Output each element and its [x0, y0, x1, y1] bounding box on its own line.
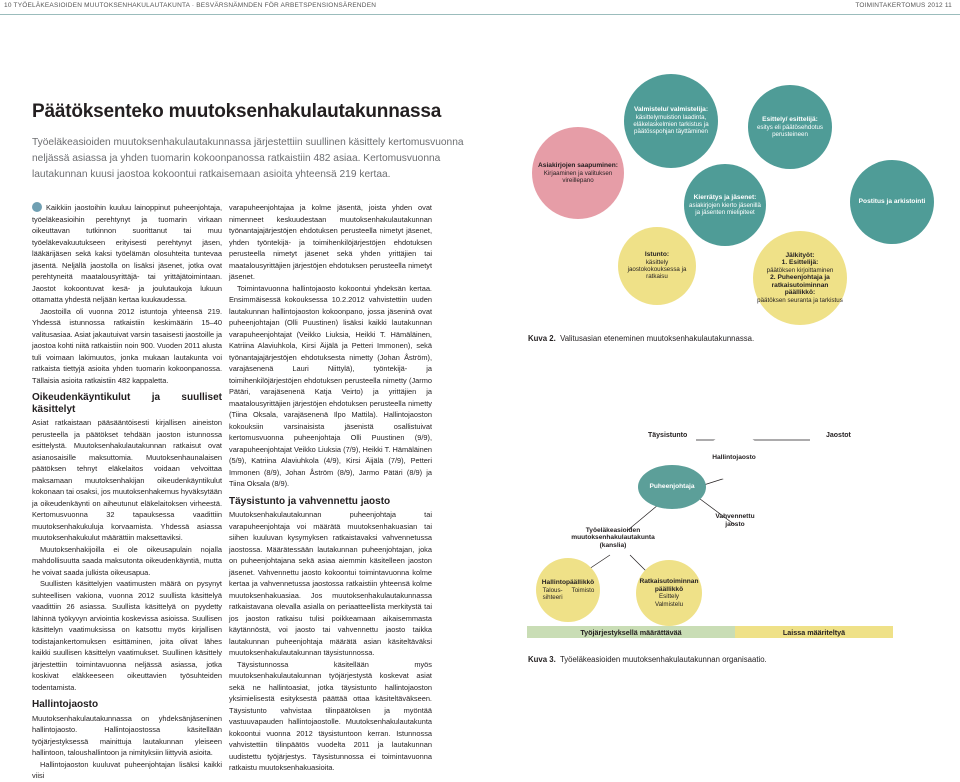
- caption-text: Valitusasian eteneminen muutoksenhakulautakunnassa.: [560, 334, 755, 343]
- org-administrative-section: [700, 436, 768, 480]
- legend-bar-rules: [527, 626, 735, 638]
- paragraph: Toimintavuonna hallintojaosto kokoontui yhdeksän kertaa. Ensimmäisessä kokouksessa 10.2.2012 vahvistettiin uuden lautakunnan hallintojaoston kokoonpano, jossa jäseninä ovat puheenjohtajan (Olli Puustinen) lisäksi kaikki lautakunnan varapuheenjohtajat (Veikko Liuksia, Heikki T. Hämäläinen, Katriina Alaviuhkola, Kirsi Äijälä ja Petteri Immonen), sekä työnantajajärjestöjen ehdotuksesta nimetty (Johan Åström), varajäsenenä Lauri Niittylä), työntekijä- ja toimihenkilöjärjestöjen ehdotuksen perusteella nimetty (Jarmo Pätäri, varajäsenenä Katja Veirto) ja yrittäjien ja maatalousyrittäjien järjestöjen ehdotuksen perusteella nimetty (Tiina Oksala, varajäsenenä Ilpo Mattila). Hallintojaoston kokouksiin varsinaisista jäsenistä osallistuivat kertomusvuonna puheenjohtaja Olli Puustinen (9/9), varapuheenjohtajat Veikko Liuksia (7/9), Heikki T. Hämäläinen (5/9), Katriina Alaviuhkola (4/9), Kirsi Äijälä (7/9), Petteri Immonen (8/9), Johan Åström (8/9), Jarmo Pätäri (8/9) ja Tiina Oksala (8/9).: [229, 283, 432, 488]
- figure-2-caption: [528, 334, 754, 343]
- org-enlarged-section: [705, 500, 765, 542]
- org-sub-label: Toimisto: [571, 586, 595, 594]
- org-full-session: Täysistunto: [648, 432, 688, 439]
- circle-subtitle: 2. Puheenjohtaja ja ratkaisutoiminnan päällikkö:: [770, 274, 830, 297]
- org-label: Hallintojaosto: [712, 454, 756, 462]
- org-chairman: [638, 465, 706, 509]
- circle-subtitle: 1. Esittelijä:: [781, 259, 819, 267]
- running-header-left: 10 TYÖELÄKEASIOIDEN MUUTOKSENHAKULAUTAKUNTA · BESVÄRSNÄMNDEN FÖR ARBETSPENSIONSÄRENDEN: [4, 2, 377, 9]
- org-label: Vahvennettu jaosto: [715, 513, 755, 528]
- caption-text: Työeläkeasioiden muutoksenhakulautakunnan organisaatio.: [559, 655, 767, 664]
- circle-title: Valmistelu/ valmistelija:: [633, 106, 709, 114]
- process-circle-followup: [753, 231, 847, 325]
- org-label: Ratkaisutoiminnan päällikkö: [639, 578, 699, 593]
- circle-body: Kirjaaminen ja valituksen vireillepano: [543, 169, 613, 184]
- page-title: Päätöksenteko muutoksenhakulautakunnassa: [32, 101, 442, 122]
- paragraph: varapuheenjohtajaa ja kolme jäsentä, joista yhden ovat nimenneet keskuudestaan muutoksenhakulautakunnan työnantajajärjestöjen ehdotuksen perusteella nimetyt jäsenet, yhden työntekijä- ja toimihenkilöjärjestöjen ehdotuksen perusteella nimetyt jäsenet sekä yhden yrittäjien tai maatalousyrittäjien järjestöjen ehdotuksen perusteella nimetyt jäsenet.: [229, 203, 432, 281]
- process-circle-presentation: [748, 85, 832, 169]
- section-heading: Täysistunto ja vahvennettu jaosto: [229, 495, 391, 507]
- paragraph: Asiat ratkaistaan pääsääntöisesti kirjallisen aineiston perusteella ja päätökset tehdään jaoston istunnossa esittelystä. Muutoksenhakulautakunnan ratkaisut ovat asianosaisille maksuttomia. Muutoksenhaunalaisen päätöksen tehnyt eläkelaitos voidaan velvoittaa maksamaan muutoksenhakijan oikeudenkäyntikulut kokonaan tai osaksi, jos muutoksenhakemus hyväksytään ja oikeudenkäynti on aiheutunut eläkelaitoksen virheestä. Kertomusvuonna 32 tapauksessa vaadittiin muutoksenhakukuluja korvaamista. Yhdessä asiassa muutoksenhakukulut määrättiin maksettaviksi.: [32, 418, 222, 542]
- caption-label: Kuva 2.: [528, 334, 556, 343]
- figure-3-caption: [528, 655, 767, 664]
- paragraph: Hallintojaoston kuuluvat puheenjohtajan lisäksi kaikki viisi: [32, 759, 222, 780]
- org-label: Hallintopäällikkö: [541, 579, 595, 586]
- header-rule: [0, 14, 960, 15]
- column-2: [229, 202, 432, 774]
- legend-bar-law: [735, 626, 893, 638]
- process-circle-circulation: [684, 164, 766, 246]
- org-admin-manager: [536, 558, 600, 622]
- circle-title: Postitus ja arkistointi: [858, 198, 926, 206]
- column-1: [32, 202, 222, 782]
- paragraph: Täysistunnossa käsitellään myös muutoksenhakulautakunnan työjärjestystä koskevat asiat sekä ne hallintoasiat, jotka täysistunto hallintojaoston yksimielisestä esityksestä päättää ottaa käsiteltäväkseen. Täysistunto vahvistaa tilinpäätöksen ja myöntää vastuuvapauden hallintojaostolle. Muutoksenhakulautakunta kokoontui vuonna 2012 täysistuntoon kerran. Istunnossa vahvistettiin tilinpäätös vuodelta 2011 ja lautakunnan uudistettu työjärjestys. Täysistunnossa ei toimintavuonna ratkaistu muutoksenhakuasioita.: [229, 659, 432, 772]
- org-sub-units: [542, 587, 595, 601]
- circle-title: Asiakirjojen saapuminen:: [538, 162, 618, 169]
- circle-body: päätöksen seuranta ja tarkistus: [757, 296, 843, 304]
- org-resolution-manager: [636, 560, 702, 626]
- legend-label: Laissa määriteltyä: [782, 627, 846, 637]
- paragraph: Suullisten käsittelyjen vaatimusten määrä on pysynyt suhteellisen vakiona, vuonna 2012 suullista käsittelyä vaadittiin 26 asiassa. Suullista käsittelyä on pyydetty lähinnä työkyvyn arviointia koskevissa asioissa. Suullisen käsittelyn vaatimuksissa on katsottu myös kirjallisen todistajankertomuksen esittäminen, joita olivat lähes kaikki suullisen käsittelyn vaatimukset. Suullinen käsittely järjestettiin toimintavuonna neljässä asiassa, jotka koskivat eläkkeeseen oikeuttavien työsuhteiden todentamista.: [32, 579, 222, 692]
- circle-title: Esittely/ esittelijä:: [762, 116, 818, 123]
- circle-body: esitys eli päätösehdotus perusteineen: [756, 123, 824, 138]
- org-sub-label: Esittely: [659, 593, 679, 601]
- org-label: Työeläkeasioiden muutoksenhakulautakunta (kanslia): [571, 526, 655, 549]
- section-heading: Oikeudenkäyntikulut ja suulliset käsittelyt: [32, 392, 222, 415]
- intro-line: neljässä asiassa ja yhden tuomarin kokoonpanossa ratkaistiin 482 asiaa. Kertomusvuonna: [32, 153, 441, 164]
- circle-title: Kierrätys ja jäsenet:: [693, 194, 757, 201]
- process-circle-session: [618, 227, 696, 305]
- caption-label: Kuva 3.: [528, 655, 556, 664]
- circle-body: käsittelymuistion laadinta, eläkelaskelmien tarkistus ja päätösspohjan täyttäminen: [633, 113, 709, 136]
- org-sub-label: Valmistelu: [654, 600, 684, 608]
- paragraph: Jaostoilla oli vuonna 2012 istuntoja yhteensä 219. Yhdessä istunnossa ratkaistiin keskimäärin 15–40 valitusasiaa. Asiat jakautuivat varsin tasaisesti jaostoille ja jaostoa kohti niitä ratkaistiin noin 900. Vuoden 2011 alusta tuli voimaan lakimuutos, jonka mukaan lautakunta voi ratkaista tiettyjä asioita yhden tuomarin kokoonpanossa. Tällaisia asioita ratkaistiin 482 kappaletta.: [32, 306, 222, 385]
- org-sections: Jaostot: [826, 432, 851, 439]
- process-circle-mailing: [850, 160, 934, 244]
- circle-body: päätöksen kirjoittaminen: [766, 267, 834, 274]
- process-circle-preparation: [624, 74, 718, 168]
- circle-body: käsittely jaostokokouksessa ja ratkaisu: [627, 258, 687, 281]
- running-header-right: TOIMINTAKERTOMUS 2012 11: [855, 2, 952, 9]
- org-office: [560, 510, 666, 566]
- section-heading: Hallintojaosto: [32, 699, 99, 710]
- org-sub-label: Talous-sihteeri: [542, 586, 563, 601]
- legend-label: Työjärjestyksellä määrättävää: [580, 627, 682, 637]
- paragraph: Muutoksenhakulautakunnan puheenjohtaja tai varapuheenjohtaja voi määrätä muutoksenhakuasian tai siihen kuuluvan kysymyksen ratkaistavaksi vahvennetussa jaostossa. Määrätessään lautakunnan puheenjohtajan, joka on puheenjohtajana sekä asiaa aiemmin käsitelleen jaoston jäsenet. Vahvennettu jaosto kokoontui toimintavuonna kolme kertaa ja vahvennetussa jaostossa ratkaistiin yhteensä kolme muutoksenhakuasiaa. Jos muutoksenhakulautakunnassa ratkaistavana olevalla asialla on periaatteellista merkitystä tai jos jaoston ratkaisu tulisi poikkeamaan aikaisemmasta käytännöstä, voi jaosto tai vahvennettu jaosto taikka lautakunnan puheenjohtaja määrätä asian käsiteltäväksi muutoksenhakulautakunnan täysistunnossa.: [229, 510, 432, 657]
- circle-title: Istunto:: [644, 251, 670, 259]
- paragraph: Muutoksenhakijoilla ei ole oikeusapulain nojalla mahdollisuutta saada maksutonta oikeudenkäyntiä, mutta he voivat saada julkista oikeusapua.: [32, 544, 222, 577]
- intro-line: lautakunnan kuusi jaostoa kokoontui ratkaisemaan asioita yhteensä 219 kertaa.: [32, 169, 391, 180]
- intro-line: Työeläkeasioiden muutoksenhakulautakunnassa järjestettiin suullinen käsittely kertomusvuonna: [32, 137, 464, 148]
- circle-title: Jälkityöt:: [785, 251, 815, 259]
- paragraph: Muutoksenhakulautakunnassa on yhdeksänjäseninen hallintojaosto. Hallintojaostossa käsitellään työjärjestyksessä mainittuja lautakunnan yleiseen hallintoon, taloushallintoon ja nimityksiin liittyviä asioita.: [32, 713, 222, 757]
- circle-body: asiakirjojen kierto jäsenillä ja jäsenten mielipiteet: [689, 201, 761, 216]
- org-label: Puheenjohtaja: [649, 483, 695, 491]
- process-circle-arrival: [532, 127, 624, 219]
- intro-text: [32, 135, 492, 183]
- paragraph: Kaikkiin jaostoihin kuuluu lainoppinut puheenjohtaja, työeläkeasioihin perehtynyt ja tuomarin virkaan oikeuttavan tutkinnon suorittanut tai muu työeläkevakuutukseen erityisesti perehtynyt jäsen, lääkärijäsen sekä kaksi työelämän olosuhteita tuntevaa jäsentä. Neljällä jaostolla on lisäksi jäsenet, jotka ovat perehtyneitä maatalousyrittäjä- tai yrittäjätoimintaan. Jaostot kokoontuvat kesä- ja joulutaukoja lukuun ottamatta yhdestä neljään kertaa kuukaudessa.: [32, 203, 222, 304]
